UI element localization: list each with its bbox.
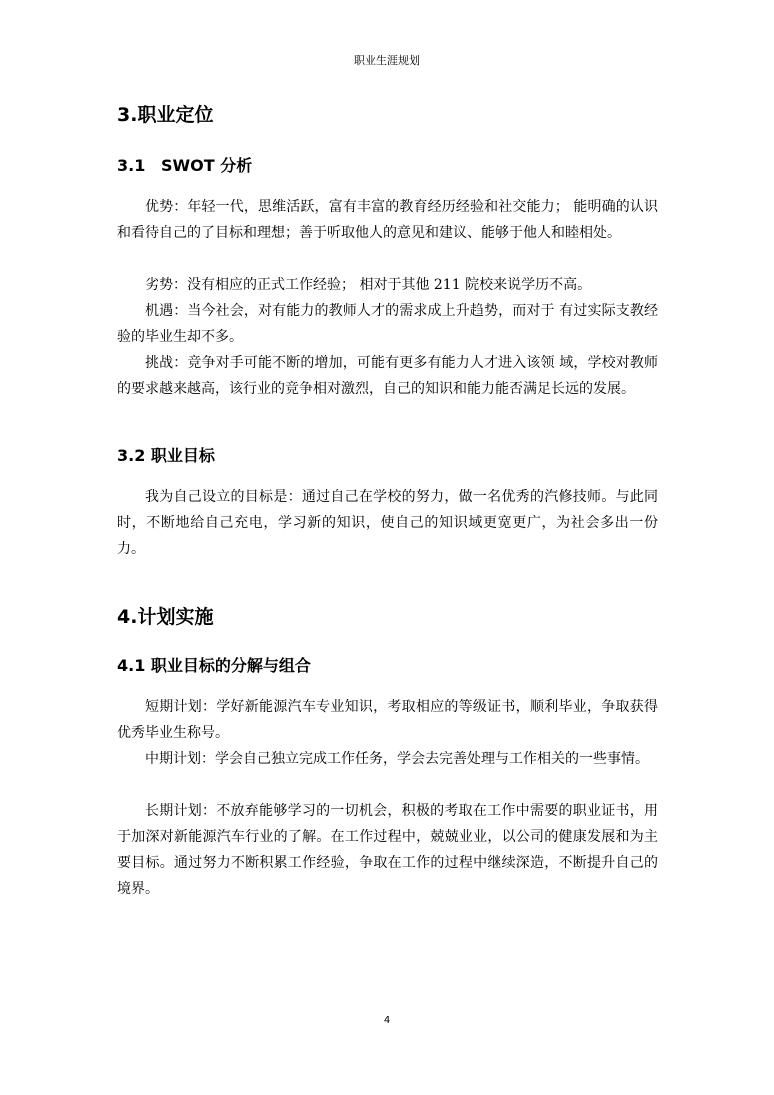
- subsection-heading-goal-breakdown: 4.1 职业目标的分解与组合: [117, 656, 311, 675]
- paragraph-career-goal: 我为自己设立的目标是：通过自己在学校的努力，做一名优秀的汽修技师。与此同时，不断地给自己充电，学习新的知识，使自己的知识域更宽更广，为社会多出一份力。: [117, 489, 658, 557]
- paragraph-short-term-plan: 短期计划：学好新能源汽车专业知识，考取相应的等级证书，顺利毕业，争取获得优秀毕业生称号。: [117, 699, 658, 741]
- subsection-title: SWOT 分析: [161, 156, 253, 175]
- paragraph-weaknesses: 劣势：没有相应的正式工作经验； 相对于其他 211 院校来说学历不高。: [145, 277, 592, 293]
- paragraph-mid-term-plan: 中期计划：学会自己独立完成工作任务，学会去完善处理与工作相关的一些事情。: [145, 751, 649, 767]
- subsection-number: 3.1: [117, 156, 146, 175]
- subsection-heading-career-goal: 3.2 职业目标: [117, 446, 215, 465]
- page-number: 4: [383, 1015, 391, 1026]
- section-heading-plan-implementation: 4.计划实施: [117, 606, 214, 628]
- page-header: 职业生涯规划: [354, 54, 420, 67]
- section-heading-career-positioning: 3.职业定位: [117, 104, 214, 126]
- paragraph-long-term-plan: 长期计划：不放弃能够学习的一切机会，积极的考取在工作中需要的职业证书，用于加深对新能源汽车行业的了解。在工作过程中，兢兢业业，以公司的健康发展和为主要目标。通过努力不断积累工作经验，争取在工作的过程中继续深造，不断提升自己的境界。: [117, 803, 658, 897]
- paragraph-opportunities: 机遇：当今社会，对有能力的教师人才的需求成上升趋势，而对于 有过实际支教经验的毕业生却不多。: [117, 303, 658, 345]
- subsection-heading-swot: [117, 155, 252, 177]
- paragraph-threats: 挑战：竞争对手可能不断的增加，可能有更多有能力人才进入该领 域，学校对教师的要求越来越高，该行业的竞争相对激烈，自己的知识和能力能否满足长远的发展。: [117, 355, 658, 397]
- paragraph-strengths: 优势：年轻一代，思维活跃，富有丰富的教育经历经验和社交能力； 能明确的认识和看待自己的了目标和理想；善于听取他人的意见和建议、能够于他人和睦相处。: [117, 199, 658, 241]
